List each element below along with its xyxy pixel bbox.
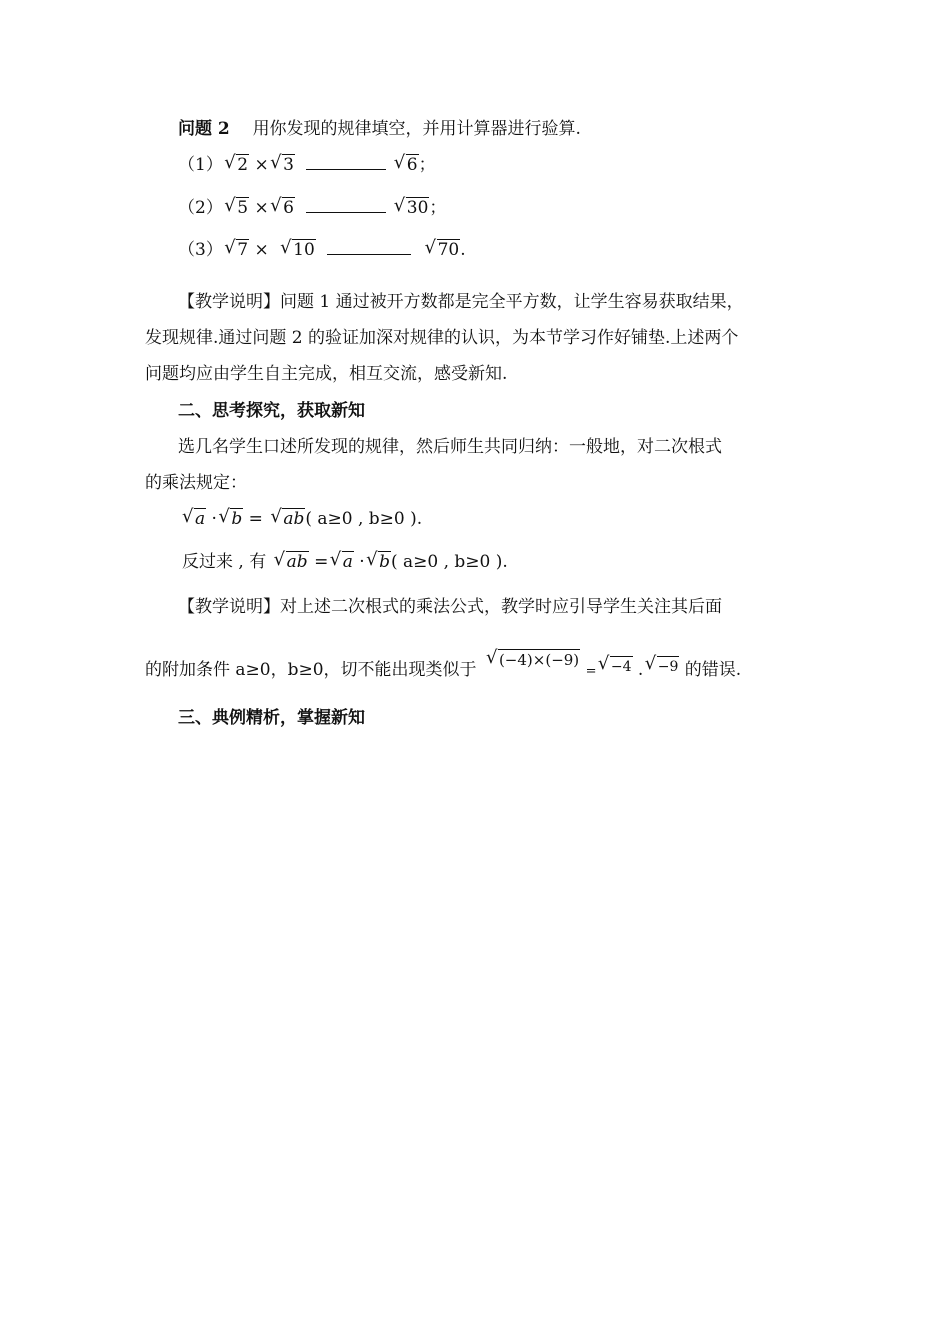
times-sign: × xyxy=(254,198,269,218)
section-3-heading: 三、典例精析，掌握新知 xyxy=(178,708,365,728)
times-sign: × xyxy=(254,155,269,175)
radical: √ 30 xyxy=(398,196,430,220)
fill-blank[interactable] xyxy=(306,196,386,213)
item-label: （3） xyxy=(178,240,223,260)
radical: √ 3 xyxy=(274,153,295,177)
problem-2-item-3: （3） √ 7 × √ 10 √ 70. xyxy=(178,238,466,262)
radical: √ 7 xyxy=(228,238,249,262)
item-label: （2） xyxy=(178,198,223,218)
radical: √ ab xyxy=(278,550,309,574)
problem-2-title: 问题 2 xyxy=(178,119,230,139)
item-label: （1） xyxy=(178,155,223,175)
section-2-line-1: 选几名学生口述所发现的规律，然后师生共同归纳：一般地，对二次根式 xyxy=(178,437,722,457)
reverse-rule-formula: 反过来 , 有 √ ab = √ a · √ b( a≥0 , b≥0 ). xyxy=(182,550,508,574)
multiplication-rule-formula: √ a · √ b = √ ab( a≥0 , b≥0 ). xyxy=(186,507,422,531)
radical: √ 6 xyxy=(398,153,419,177)
radical: √ a xyxy=(186,507,206,531)
teaching-note-1-line-3: 问题均应由学生自主完成，相互交流，感受新知. xyxy=(145,364,508,384)
teaching-note-2-line-2: 的附加条件 a≥0，b≥0，切不能出现类似于 √ (−4)×(−9) = √ −4 . √ −9 的错误. xyxy=(145,658,741,684)
problem-2-heading xyxy=(178,117,581,141)
fill-blank[interactable] xyxy=(327,238,411,255)
teaching-note-2-line-1: 【教学说明】对上述二次根式的乘法公式，教学时应引导学生关注其后面 xyxy=(178,597,722,617)
radical: √ 5 xyxy=(228,196,249,220)
section-2-line-2: 的乘法规定： xyxy=(145,473,247,493)
radical: √ 2 xyxy=(228,153,249,177)
teaching-note-1-line-1: 【教学说明】问题 1 通过被开方数都是完全平方数，让学生容易获取结果， xyxy=(178,292,744,312)
section-2-heading: 二、思考探究，获取新知 xyxy=(178,401,365,421)
radical: √ −9 xyxy=(649,654,680,678)
times-sign: × xyxy=(254,240,269,260)
radical: √ 70 xyxy=(429,238,461,262)
radical: √ b xyxy=(222,507,243,531)
problem-2-item-2: （2） √ 5 × √ 6 √ 30； xyxy=(178,196,446,220)
radical: √ ab xyxy=(274,507,305,531)
problem-2-text: 用你发现的规律填空，并用计算器进行验算. xyxy=(252,119,581,139)
radical: √ b xyxy=(370,550,391,574)
radical: √ −4 xyxy=(602,654,633,678)
radical: √ 6 xyxy=(274,196,295,220)
radical: √ a xyxy=(334,550,354,574)
radical: √ 10 xyxy=(284,238,316,262)
fill-blank[interactable] xyxy=(306,153,386,170)
radical: √ (−4)×(−9) xyxy=(490,648,580,672)
problem-2-item-1: （1） √ 2 × √ 3 √ 6； xyxy=(178,153,436,177)
teaching-note-1-line-2: 发现规律.通过问题 2 的验证加深对规律的认识，为本节学习作好铺垫.上述两个 xyxy=(145,328,739,348)
